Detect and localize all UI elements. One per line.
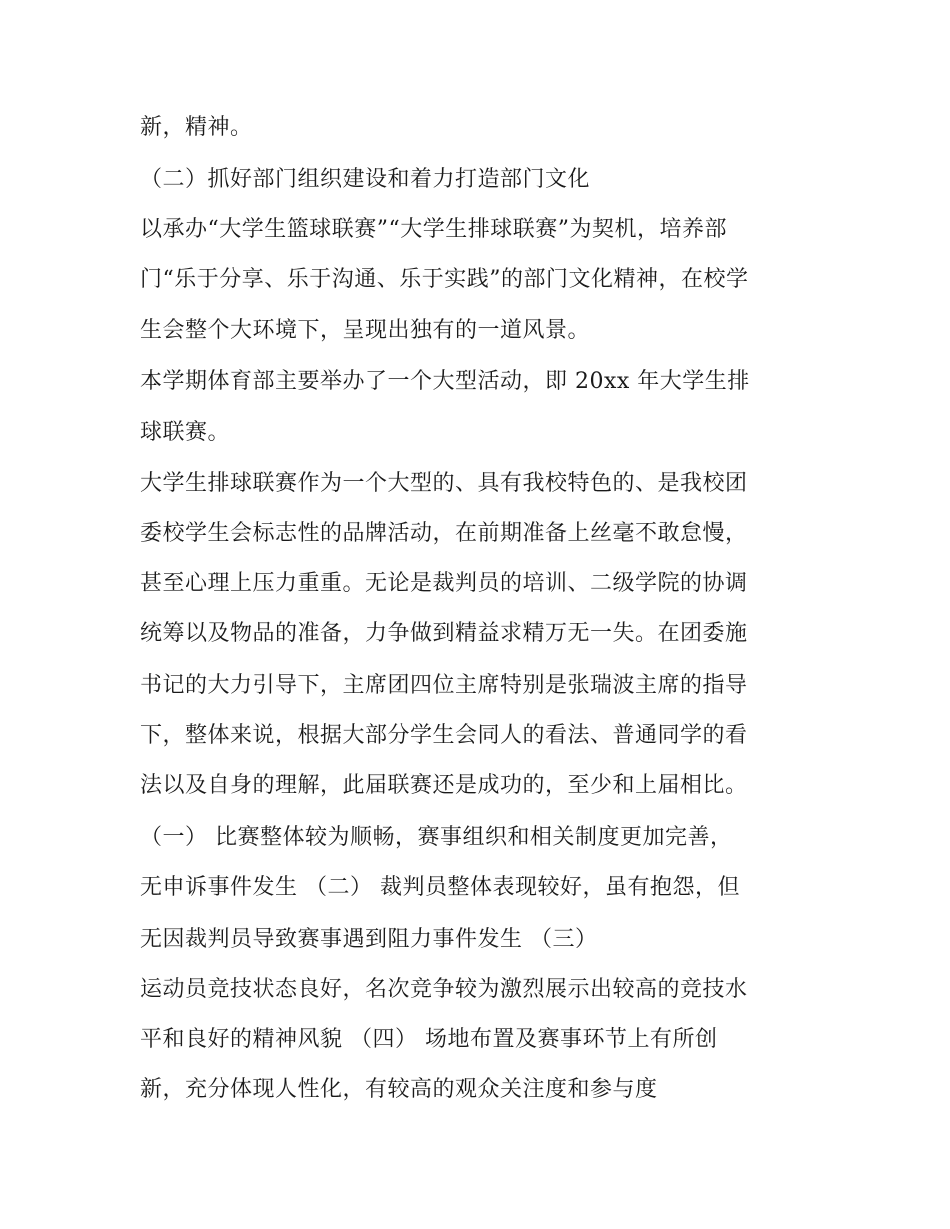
text-line-19: 平和良好的精神风貌 （四） 场地布置及赛事环节上有所创 <box>140 1027 718 1052</box>
text-line-12: 书记的大力引导下，主席团四位主席特别是张瑞波主席的指导 <box>140 673 748 698</box>
text-line-1: 新，精神。 <box>140 115 253 140</box>
section-heading: （二）抓好部门组织建设和着力打造部门文化 <box>140 167 591 192</box>
text-line-10: 甚至心理上压力重重。无论是裁判员的培训、二级学院的协调 <box>140 571 748 596</box>
text-line-18: 运动员竞技状态良好，名次竞争较为激烈展示出较高的竞技水 <box>140 977 748 1002</box>
text-line-7: 球联赛。 <box>140 420 231 445</box>
text-line-20: 新，充分体现人性化，有较高的观众关注度和参与度 <box>140 1077 658 1102</box>
text-line-5: 生会整个大环境下，呈现出独有的一道风景。 <box>140 318 591 343</box>
text-line-9: 委校学生会标志性的品牌活动，在前期准备上丝毫不敢怠慢， <box>140 521 748 546</box>
text-line-16: 无申诉事件发生 （二） 裁判员整体表现较好，虽有抱怨，但 <box>140 875 740 900</box>
text-line-3: 以承办“大学生篮球联赛”“大学生排球联赛”为契机，培养部 <box>140 217 727 242</box>
text-line-8: 大学生排球联赛作为一个大型的、具有我校特色的、是我校团 <box>140 471 748 496</box>
text-line-17: 无因裁判员导致赛事遇到阻力事件发生 （三） <box>140 927 598 952</box>
text-line-13: 下，整体来说，根据大部分学生会同人的看法、普通同学的看 <box>140 723 748 748</box>
text-line-15: （一） 比赛整体较为顺畅，赛事组织和相关制度更加完善， <box>140 825 733 850</box>
text-line-4: 门“乐于分享、乐于沟通、乐于实践”的部门文化精神，在校学 <box>140 267 749 292</box>
text-line-11: 统筹以及物品的准备，力争做到精益求精万无一失。在团委施 <box>140 621 748 646</box>
text-line-14: 法以及自身的理解，此届联赛还是成功的，至少和上届相比。 <box>140 773 748 798</box>
text-line-6: 本学期体育部主要举办了一个大型活动，即 20xx 年大学生排 <box>140 369 750 394</box>
